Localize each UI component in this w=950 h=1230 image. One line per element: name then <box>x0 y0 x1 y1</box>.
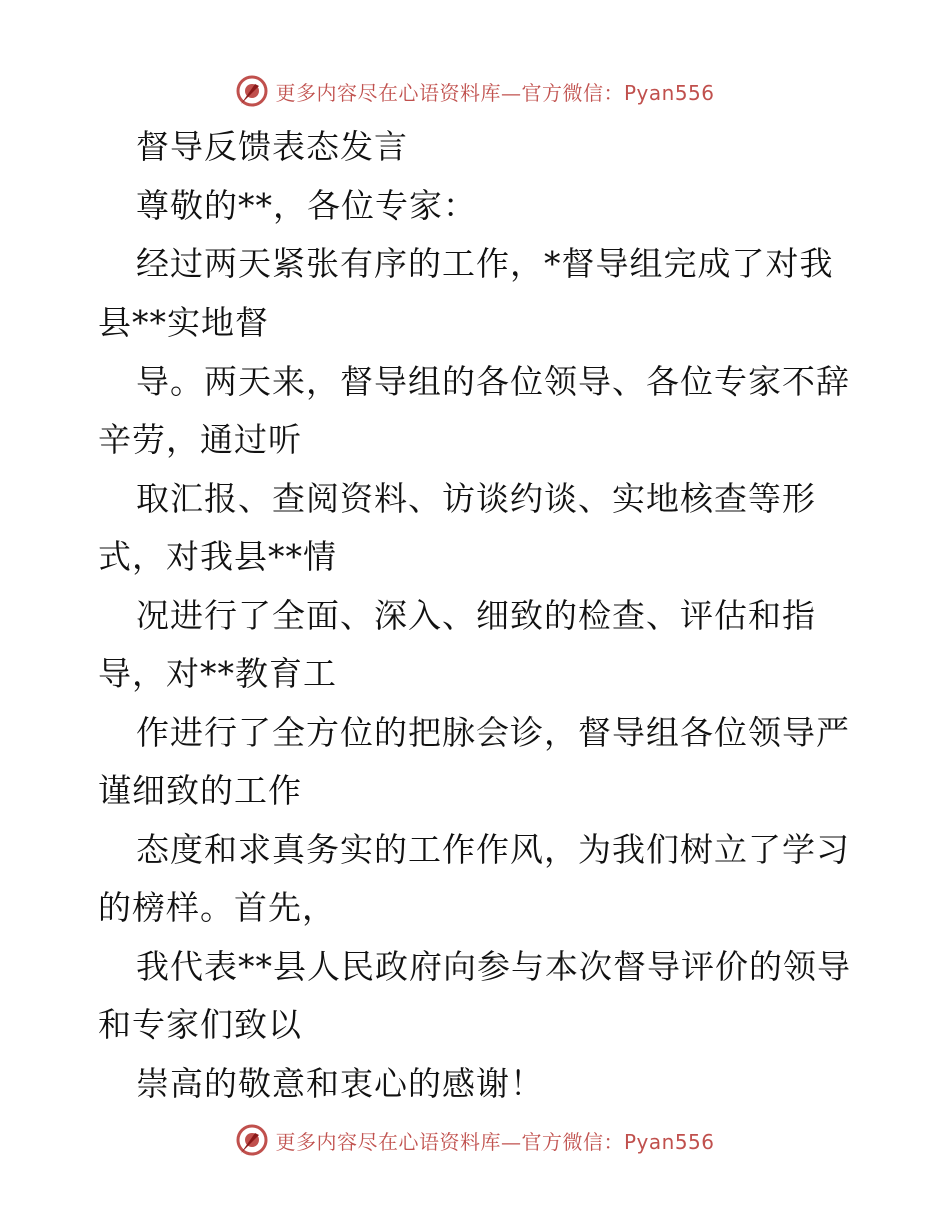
header-watermark <box>0 71 950 111</box>
document-title: 督导反馈表态发言 <box>136 127 408 166</box>
salutation: 尊敬的**，各位专家： <box>136 186 477 225</box>
paragraph-line: 我代表**县人民政府向参与本次督导评价的领导 <box>136 947 851 986</box>
paragraph-line: 导，对**教育工 <box>98 654 337 693</box>
paragraph-line: 态度和求真务实的工作作风，为我们树立了学习 <box>136 830 850 869</box>
footer-watermark <box>0 1120 950 1160</box>
paragraph-line: 导。两天来，督导组的各位领导、各位专家不辞 <box>136 362 850 401</box>
paragraph-line: 的榜样。首先， <box>98 888 336 927</box>
paragraph-line: 式，对我县**情 <box>98 537 337 576</box>
paragraph-line: 辛劳，通过听 <box>98 420 302 459</box>
quill-logo-icon <box>235 1123 269 1157</box>
paragraph-line: 况进行了全面、深入、细致的检查、评估和指 <box>136 596 816 635</box>
paragraph-line: 取汇报、查阅资料、访谈约谈、实地核查等形 <box>136 479 816 518</box>
paragraph-line: 崇高的敬意和衷心的感谢！ <box>136 1064 544 1103</box>
paragraph-line: 谨细致的工作 <box>98 771 302 810</box>
quill-logo-icon <box>235 74 269 108</box>
watermark-text: 更多内容尽在心语资料库—官方微信：Pyan556 <box>275 1129 715 1154</box>
paragraph-line: 作进行了全方位的把脉会诊，督导组各位领导严 <box>136 713 850 752</box>
watermark-text: 更多内容尽在心语资料库—官方微信：Pyan556 <box>275 80 715 105</box>
paragraph-line: 和专家们致以 <box>98 1005 302 1044</box>
paragraph-line: 经过两天紧张有序的工作，*督导组完成了对我 <box>136 244 834 283</box>
paragraph-line: 县**实地督 <box>98 303 269 342</box>
